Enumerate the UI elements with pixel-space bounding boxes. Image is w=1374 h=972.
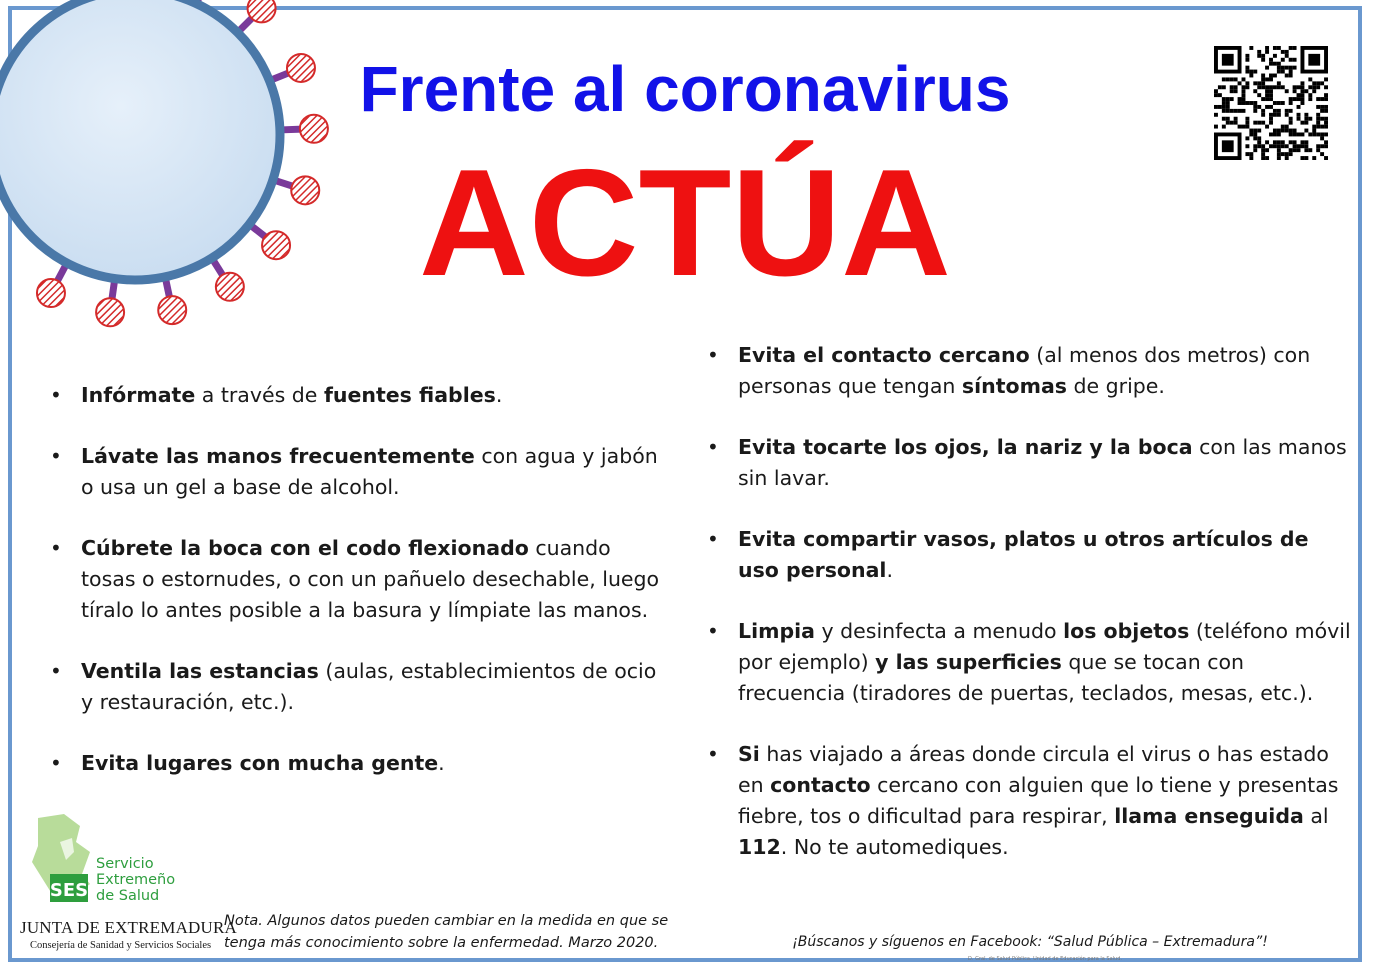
tips-left-list — [50, 380, 660, 809]
ses-name: Servicio Extremeño de Salud — [96, 856, 176, 904]
tips-right-list — [707, 340, 1355, 893]
list-item: • Evita el contacto cercano (al menos dos metros) con personas que tengan síntomas de gripe. — [707, 340, 1355, 402]
svg-text:SES: SES — [49, 880, 89, 901]
list-item: • Limpia y desinfecta a menudo los objetos (teléfono móvil por ejemplo) y las superficies que se tocan con frecuencia (tiradores de puertas, teclados, mesas, etc.). — [707, 616, 1355, 709]
list-item: • Evita tocarte los ojos, la nariz y la boca con las manos sin lavar. — [707, 432, 1355, 494]
list-item: • Si has viajado a áreas donde circula el virus o has estado en contacto cercano con alguien que lo tiene y presentas fiebre, tos o dificultad para respirar, llama enseguida al 112. No te automediques. — [707, 739, 1355, 863]
list-item: • Infórmate a través de fuentes fiables. — [50, 380, 660, 411]
credit-line: D. Gral. de Salud Pública. Unidad de Educación para la Salud. — [968, 956, 1122, 962]
poster-headline: ACTÚA — [419, 138, 951, 308]
list-item: • Cúbrete la boca con el codo flexionado cuando tosas o estornudes, o con un pañuelo desechable, luego tíralo lo antes posible a la basura y límpiate las manos. — [50, 533, 660, 626]
qr-code-icon[interactable] — [1214, 46, 1328, 160]
list-item: • Ventila las estancias (aulas, establecimientos de ocio y restauración, etc.). — [50, 656, 660, 718]
footnote: Nota. Algunos datos pueden cambiar en la medida en que se tenga más conocimiento sobre la enfermedad. Marzo 2020. — [224, 913, 669, 951]
facebook-notice: ¡Búscanos y síguenos en Facebook: “Salud Pública – Extremadura”! — [792, 934, 1268, 950]
coronavirus-illustration-icon — [0, 0, 345, 350]
junta-name: JUNTA DE EXTREMADURA — [20, 918, 238, 937]
consejeria-name: Consejería de Sanidad y Servicios Sociales — [30, 940, 212, 951]
list-item: • Lávate las manos frecuentemente con agua y jabón o usa un gel a base de alcohol. — [50, 441, 660, 503]
list-item: • Evita compartir vasos, platos u otros artículos de uso personal. — [707, 524, 1355, 586]
poster-title: Frente al coronavirus — [359, 53, 1011, 125]
list-item: • Evita lugares con mucha gente. — [50, 748, 660, 779]
